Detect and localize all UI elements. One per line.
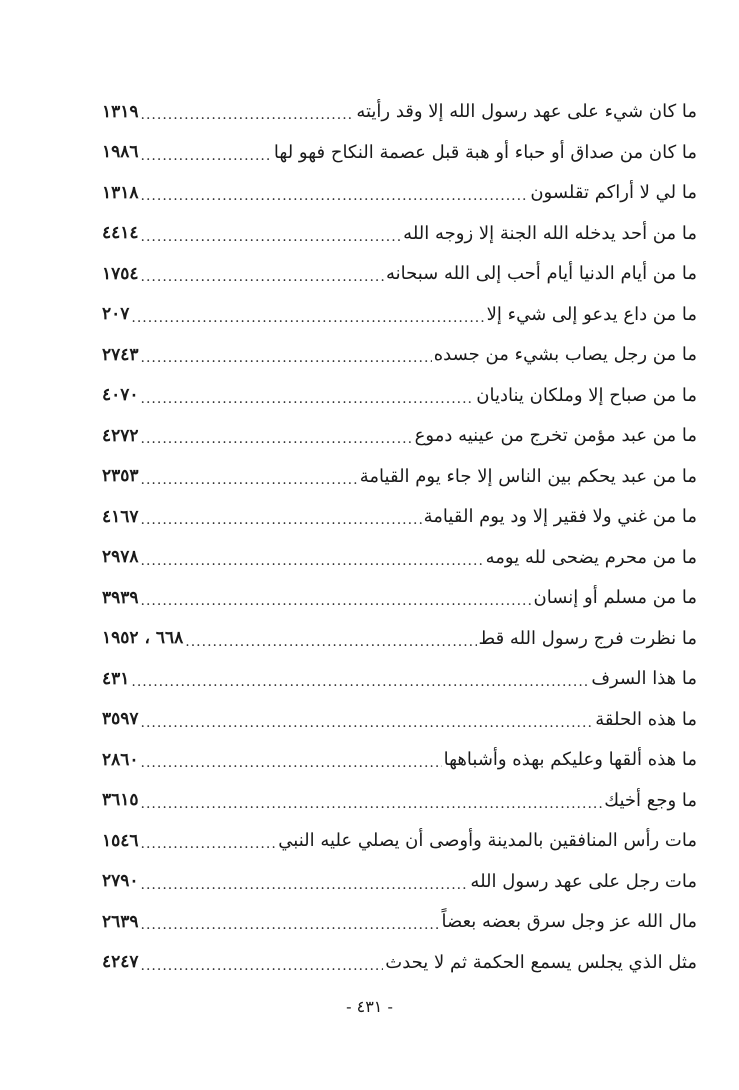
dot-leader bbox=[141, 588, 532, 608]
entry-phrase: ما نظرت فرج رسول الله قط bbox=[478, 627, 697, 649]
dot-leader bbox=[185, 629, 476, 649]
entry-phrase: ما من غني ولا فقير إلا ود يوم القيامة bbox=[423, 506, 697, 528]
entry-phrase: مال الله عز وجل سرق بعضه بعضاً bbox=[441, 911, 697, 933]
entry-reference-number: ٣٥٩٧ bbox=[102, 709, 139, 730]
index-entry bbox=[102, 538, 697, 579]
entry-reference-number: ١٣١٩ bbox=[102, 101, 139, 122]
dot-leader bbox=[141, 386, 475, 406]
index-entry bbox=[102, 214, 697, 255]
entry-phrase: ما هذه ألقها وعليكم بهذه وأشباهها bbox=[443, 749, 697, 771]
entry-reference-number: ٤٢٤٧ bbox=[102, 952, 139, 973]
entry-reference-number: ٤٣١ bbox=[102, 668, 130, 689]
page-number: - ٤٣١ - bbox=[346, 997, 393, 1016]
entry-reference-number: ١٧٥٤ bbox=[102, 263, 139, 284]
entry-phrase: ما من أحد يدخله الله الجنة إلا زوجه الله bbox=[403, 222, 697, 244]
entry-reference-number: ٢٧٤٣ bbox=[102, 344, 139, 365]
entry-reference-number: ٤٠٧٠ bbox=[102, 385, 139, 406]
dot-leader bbox=[141, 224, 402, 244]
entry-phrase: مثل الذي يجلس يسمع الحكمة ثم لا يحدث bbox=[385, 951, 697, 973]
index-entry bbox=[102, 416, 697, 457]
index-entry bbox=[102, 92, 697, 133]
entry-phrase: ما من رجل يصاب بشيء من جسده bbox=[433, 344, 697, 366]
entry-reference-number: ١٣١٨ bbox=[102, 182, 139, 203]
entry-phrase: ما هذا السرف bbox=[591, 668, 697, 690]
dot-leader bbox=[141, 912, 440, 932]
entry-phrase: مات رأس المنافقين بالمدينة وأوصى أن يصلي عليه النبي bbox=[278, 830, 697, 852]
dot-leader bbox=[141, 264, 384, 284]
index-entry bbox=[102, 740, 697, 781]
dot-leader bbox=[141, 872, 469, 892]
dot-leader bbox=[141, 548, 484, 568]
entry-reference-number: ١٥٤٦ bbox=[102, 830, 139, 851]
entry-phrase: ما من عبد يحكم بين الناس إلا جاء يوم القيامة bbox=[359, 465, 697, 487]
entry-reference-number: ٤٢٧٢ bbox=[102, 425, 139, 446]
dot-leader bbox=[141, 183, 529, 203]
dot-leader bbox=[141, 143, 272, 163]
dot-leader bbox=[141, 791, 603, 811]
index-entry bbox=[102, 821, 697, 862]
index-entry bbox=[102, 700, 697, 741]
index-entry bbox=[102, 376, 697, 417]
dot-leader bbox=[141, 507, 422, 527]
dot-leader bbox=[131, 305, 484, 325]
index-entry bbox=[102, 295, 697, 336]
entry-phrase: ما كان من صداق أو حباء أو هبة قبل عصمة النكاح فهو لها bbox=[273, 141, 697, 163]
index-entry bbox=[102, 457, 697, 498]
dot-leader bbox=[141, 831, 277, 851]
index-entry bbox=[102, 943, 697, 984]
dot-leader bbox=[141, 426, 413, 446]
index-entry bbox=[102, 335, 697, 376]
dot-leader bbox=[141, 750, 442, 770]
entry-reference-number: ٢٠٧ bbox=[102, 304, 130, 325]
entry-phrase: ما وجع أخيك bbox=[604, 789, 697, 811]
dot-leader bbox=[141, 345, 432, 365]
entry-phrase: ما من داع يدعو إلى شيء إلا bbox=[486, 303, 697, 325]
dot-leader bbox=[141, 953, 384, 973]
entry-reference-number: ٢٧٩٠ bbox=[102, 871, 139, 892]
entry-reference-number: ٤٤١٤ bbox=[102, 223, 139, 244]
entry-phrase: ما لي لا أراكم تقلسون bbox=[530, 182, 697, 204]
index-entry bbox=[102, 902, 697, 943]
entry-phrase: مات رجل على عهد رسول الله bbox=[470, 870, 697, 892]
dot-leader bbox=[141, 467, 358, 487]
index-entry bbox=[102, 497, 697, 538]
hadith-index-list bbox=[102, 92, 697, 983]
entry-reference-number: ٦٦٨ ، ١٩٥٢ bbox=[102, 628, 184, 649]
entry-phrase: ما من صباح إلا وملكان يناديان bbox=[476, 384, 697, 406]
entry-reference-number: ٣٦١٥ bbox=[102, 790, 139, 811]
index-entry bbox=[102, 254, 697, 295]
entry-phrase: ما هذه الحلقة bbox=[595, 708, 697, 730]
index-entry bbox=[102, 619, 697, 660]
entry-reference-number: ٤١٦٧ bbox=[102, 506, 139, 527]
entry-reference-number: ٣٩٣٩ bbox=[102, 587, 139, 608]
entry-reference-number: ١٩٨٦ bbox=[102, 142, 139, 163]
index-entry bbox=[102, 133, 697, 174]
index-entry bbox=[102, 659, 697, 700]
dot-leader bbox=[131, 669, 589, 689]
entry-reference-number: ٢٨٦٠ bbox=[102, 749, 139, 770]
entry-phrase: ما من عبد مؤمن تخرج من عينيه دموع bbox=[414, 425, 697, 447]
entry-reference-number: ٢٩٧٨ bbox=[102, 547, 139, 568]
index-entry bbox=[102, 173, 697, 214]
entry-phrase: ما كان شيء على عهد رسول الله إلا وقد رأيته bbox=[356, 101, 697, 123]
entry-phrase: ما من أيام الدنيا أيام أحب إلى الله سبحانه bbox=[385, 263, 697, 285]
dot-leader bbox=[141, 710, 594, 730]
index-entry bbox=[102, 578, 697, 619]
entry-phrase: ما من مسلم أو إنسان bbox=[533, 587, 697, 609]
entry-reference-number: ٢٣٥٣ bbox=[102, 466, 139, 487]
entry-phrase: ما من محرم يضحى لله يومه bbox=[485, 546, 697, 568]
entry-reference-number: ٢٦٣٩ bbox=[102, 911, 139, 932]
dot-leader bbox=[141, 102, 355, 122]
index-entry bbox=[102, 862, 697, 903]
index-entry bbox=[102, 781, 697, 822]
